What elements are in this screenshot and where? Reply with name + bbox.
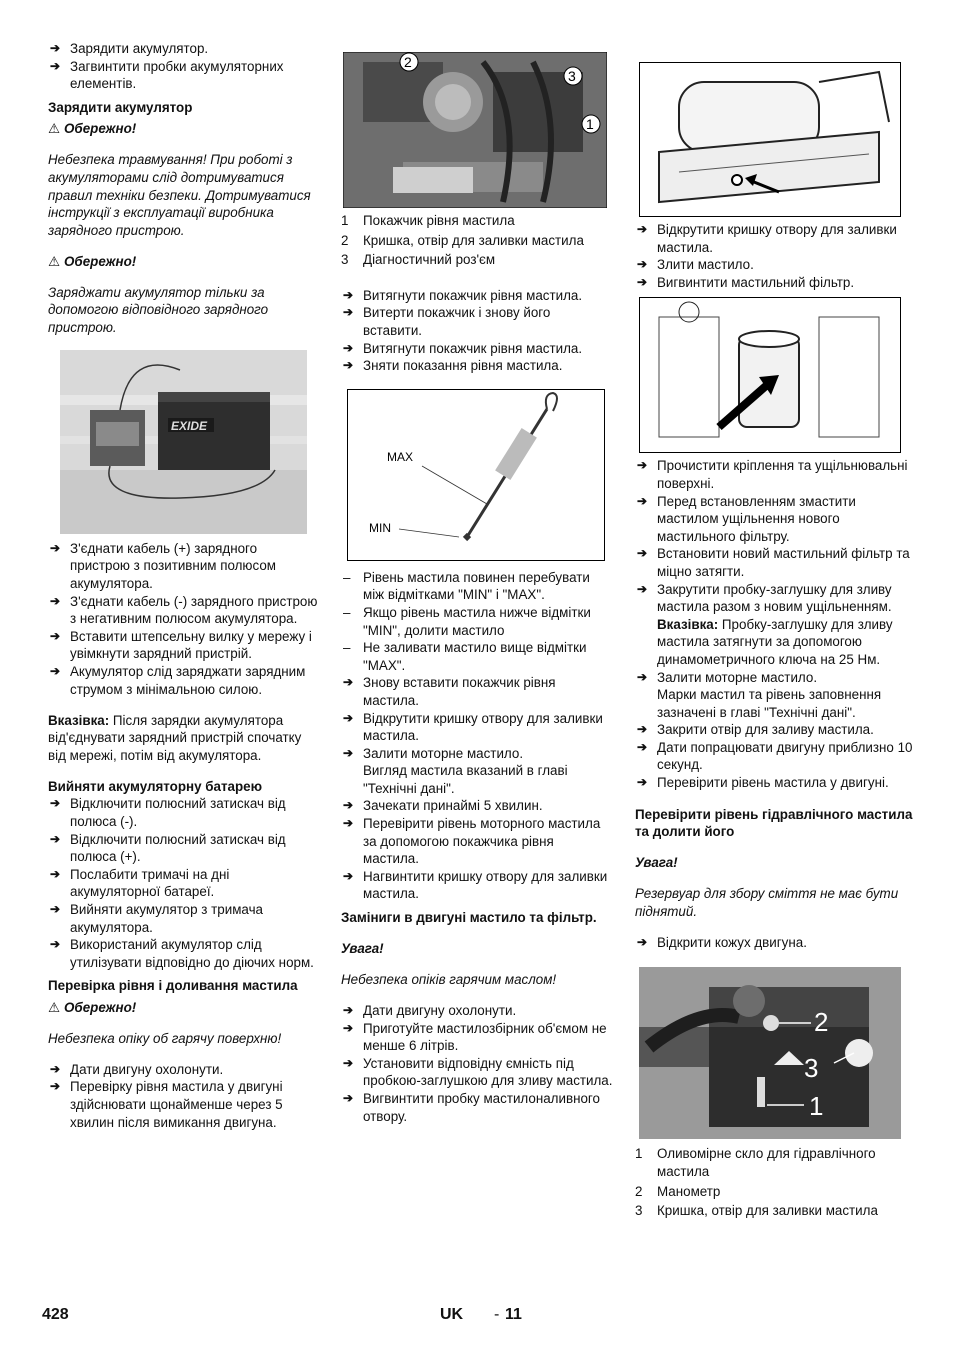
step: ➔ Дати попрацювати двигуну приблизно 10 секунд. [635, 739, 913, 774]
step: ➔ Злити мастило. [635, 256, 913, 274]
right-column [635, 40, 913, 1220]
svg-text:1: 1 [586, 116, 594, 132]
step: ➔ Залити моторне мастило. [635, 669, 913, 687]
caution-label: ⚠ Обережно! [48, 253, 137, 269]
section-heading: Вийняти акумуляторну батарею [48, 778, 263, 794]
step: ➔ Установити відповідну ємність під пробкою-заглушкою для зливу мастила. [341, 1055, 613, 1090]
step: ➔ Закрити отвір для заливу мастила. [635, 721, 913, 739]
svg-text:MIN: MIN [369, 520, 391, 535]
legend-item: 1 Оливомірне скло для гідравлічного мастила [635, 1146, 876, 1179]
step: ➔ Дати двигуну охолонути. [48, 1061, 320, 1079]
section-heading: Заміниги в двигуні мастило та фільтр. [341, 910, 597, 926]
footer-dash: - [494, 1306, 500, 1323]
left-column [48, 40, 320, 1131]
caution-label: ⚠ Обережно! [48, 999, 137, 1015]
step: ➔ Зарядити акумулятор. [48, 40, 320, 58]
legend-item: 3 Кришка, отвір для заливки мастила [635, 1203, 878, 1219]
step: ➔ Перевірити рівень моторного мастила за допомогою покажчика рівня мастила. [341, 815, 613, 868]
step: ➔ Відкрутити кришку отвору для заливки мастила. [341, 710, 613, 745]
step-note: Вказівка: Пробку-заглушку для зливу мастила затягнути за допомогою динамометричного ключа на 25 Нм. [657, 616, 893, 667]
legend-item: 1 Покажчик рівня мастила [341, 213, 515, 228]
svg-text:1: 1 [809, 1091, 824, 1122]
hydraulic-tank-photo [639, 967, 913, 1139]
svg-text:MAX: MAX [387, 449, 414, 464]
step: ➔ Залити моторне мастило. [341, 745, 613, 763]
step: ➔ Перевірку рівня мастила у двигуні здійснювати щонайменше через 5 хвилин після вимикання двигуна. [48, 1078, 320, 1131]
step: ➔ Зняти показання рівня мастила. [341, 357, 613, 375]
caution-label: Увага! [635, 855, 678, 871]
section-heading: Перевірити рівень гідравлічного мастила та долити його [635, 806, 913, 840]
caution-text: Заряджати акумулятор тільки за допомогою відповідного зарядного пристрою. [48, 284, 269, 335]
step: ➔ Відключити полюсний затискач від полюса (+). [48, 831, 320, 866]
step: ➔ Витягнути покажчик рівня мастила. [341, 340, 613, 358]
step: ➔ З'єднати кабель (-) зарядного пристрою з негативним полюсом акумулятора. [48, 593, 320, 628]
step: ➔ Приготуйте мастилозбірник об'ємом не менше 6 літрів. [341, 1020, 613, 1055]
battery-charger-photo [60, 350, 320, 534]
step: ➔ Закрутити пробку-заглушку для зливу мастила разом з новим ущільненням. [635, 581, 913, 616]
step: ➔ Витягнути покажчик рівня мастила. [341, 287, 613, 305]
step: ➔ Нагвинтити кришку отвору для заливки мастила. [341, 868, 613, 903]
oil-drain-line-drawing [639, 62, 913, 217]
engine-oil-photo [343, 52, 613, 208]
oil-filter-line-drawing [639, 297, 913, 453]
step: ➔ Відключити полюсний затискач від полюса (-). [48, 795, 320, 830]
warning-triangle-icon: ⚠ [48, 253, 61, 269]
dipstick-diagram [347, 389, 613, 561]
dash-item: – Рівень мастила повинен перебувати між відмітками "MIN" і "MAX". [341, 569, 613, 604]
svg-text:3: 3 [568, 68, 576, 84]
caution-label: ⚠ Обережно! [48, 121, 137, 137]
section-page-number: 11 [505, 1306, 522, 1323]
step: ➔ Відкрити кожух двигуна. [635, 934, 913, 952]
language-code: UK [440, 1306, 464, 1323]
step: ➔ Вигвинтити пробку мастилоналивного отвору. [341, 1090, 613, 1125]
step: ➔ Використаний акумулятор слід утилізувати відповідно до діючих норм. [48, 936, 320, 971]
dash-item: – Не заливати мастило вище відмітки "MAX". [341, 639, 613, 674]
svg-text:EXIDE: EXIDE [171, 418, 208, 433]
step: ➔ Вставити штепсельну вилку у мережу і увімкнути зарядний пристрій. [48, 628, 320, 663]
warning-triangle-icon: ⚠ [48, 121, 61, 137]
caution-text: Небезпека травмування! При роботі з акумуляторами слід дотримуватися правил техніки безпеки. Дотримуватися інструкції з експлуатації виробника зарядного пристрою. [48, 152, 311, 238]
legend-item: 3 Діагностичний роз'єм [341, 252, 496, 268]
step: ➔ Зачекати принаймі 5 хвилин. [341, 797, 613, 815]
legend-item: 2 Манометр [635, 1183, 721, 1199]
step: ➔ Загвинтити пробки акумуляторних елементів. [48, 58, 320, 93]
step: ➔ Перед встановленням змастити мастилом ущільнення нового мастильного фільтру. [635, 493, 913, 546]
svg-text:2: 2 [814, 1007, 829, 1038]
caution-label: Увага! [341, 941, 384, 957]
step: ➔ Послабити тримачі на дні акумуляторної батареї. [48, 866, 320, 901]
step: ➔ Вигвинтити мастильний фільтр. [635, 274, 913, 292]
caution-text: Небезпека опіку об гарячу поверхню! [48, 1030, 282, 1046]
svg-text:2: 2 [404, 54, 412, 70]
step: ➔ Вийняти акумулятор з тримача акумулятора. [48, 901, 320, 936]
middle-column [341, 40, 613, 1125]
step-note: Марки мастил та рівень заповнення зазначені в главі "Технічні дані". [657, 687, 882, 720]
note: Вказівка: Після зарядки акумулятора від'єднувати зарядний пристрій спочатку від мережі, потім від акумулятора. [48, 712, 302, 763]
svg-text:3: 3 [804, 1053, 819, 1084]
step: ➔ З'єднати кабель (+) зарядного пристрою з позитивним полюсом акумулятора. [48, 540, 320, 593]
step: ➔ Акумулятор слід заряджати зарядним струмом з мінімальною силою. [48, 663, 320, 698]
page-number: 428 [42, 1306, 69, 1323]
step: ➔ Витерти покажчик і знову його вставити. [341, 304, 613, 339]
step: ➔ Встановити новий мастильний фільтр та міцно затягти. [635, 545, 913, 580]
step: ➔ Прочистити кріплення та ущільнювальні поверхні. [635, 457, 913, 492]
legend-item: 2 Кришка, отвір для заливки мастила [341, 232, 584, 248]
step: ➔ Дати двигуну охолонути. [341, 1002, 613, 1020]
step: ➔ Знову вставити покажчик рівня мастила. [341, 674, 613, 709]
warning-triangle-icon: ⚠ [48, 999, 61, 1015]
section-heading: Зарядити акумулятор [48, 99, 193, 115]
caution-text: Резервуар для збору сміття не має бути піднятий. [635, 886, 899, 919]
section-heading: Перевірка рівня і доливання мастила [48, 978, 298, 994]
step: ➔ Відкрутити кришку отвору для заливки мастила. [635, 221, 913, 256]
step: ➔ Перевірити рівень мастила у двигуні. [635, 774, 913, 792]
dash-item: – Якщо рівень мастила нижче відмітки "MIN", долити мастило [341, 604, 613, 639]
step-note: Вигляд мастила вказаний в главі "Технічні дані". [363, 763, 568, 796]
caution-text: Небезпека опіків гарячим маслом! [341, 972, 557, 987]
